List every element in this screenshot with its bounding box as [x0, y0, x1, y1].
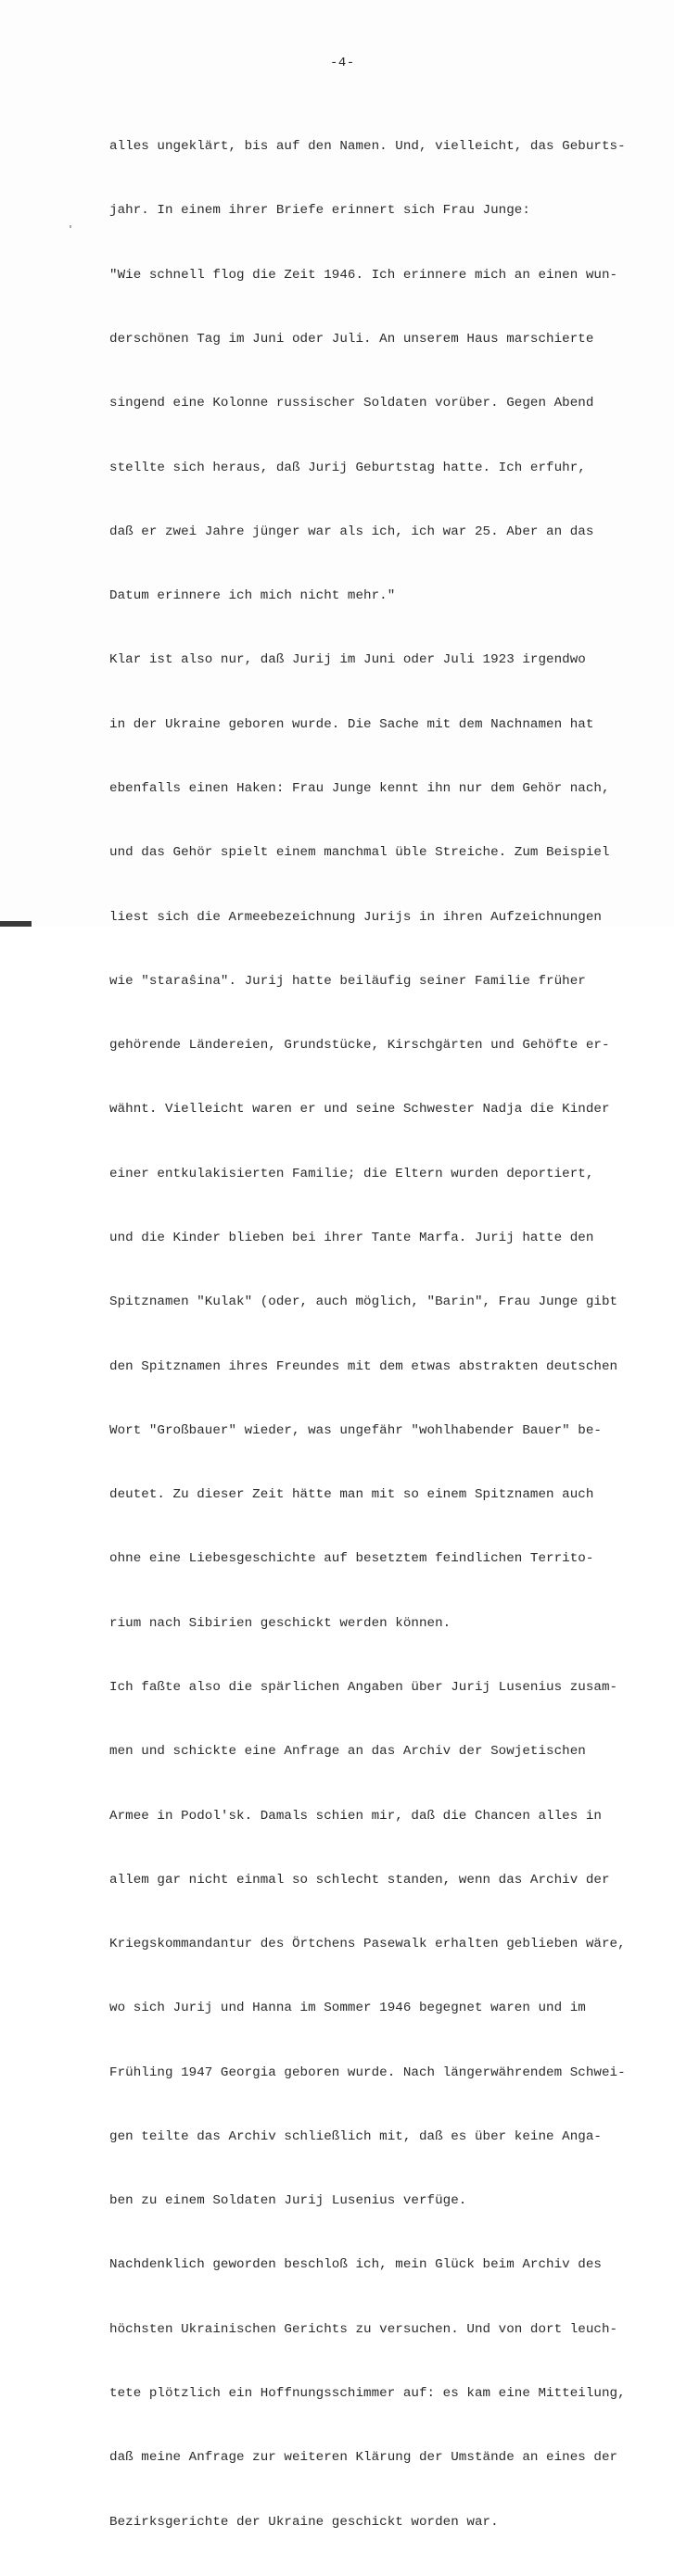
text-line: und das Gehör spielt einem manchmal üble Streiche. Zum Beispiel	[109, 845, 610, 861]
text-line: stellte sich heraus, daß Jurij Geburtstag hatte. Ich erfuhr,	[109, 460, 586, 475]
text-line: wie "staraŝina". Jurij hatte beiläufig seiner Familie früher	[109, 973, 586, 989]
text-line: Nachdenklich geworden beschloß ich, mein Glück beim Archiv des	[109, 2257, 602, 2273]
text-line: höchsten Ukrainischen Gerichts zu versuchen. Und von dort leuch-	[109, 2321, 618, 2337]
text-line: jahr. In einem ihrer Briefe erinnert sich Frau Junge:	[109, 203, 530, 219]
text-line: Datum erinnere ich mich nicht mehr."	[109, 588, 396, 604]
text-line: liest sich die Armeebezeichnung Jurijs in ihren Aufzeichnungen	[109, 909, 602, 925]
text-line: Ich faßte also die spärlichen Angaben über Jurij Lusenius zusam-	[109, 1679, 618, 1695]
text-line: ebenfalls einen Haken: Frau Junge kennt ihn nur dem Gehör nach,	[109, 781, 610, 796]
text-line: men und schickte eine Anfrage an das Archiv der Sowjetischen	[109, 1744, 586, 1760]
body-text	[109, 94, 629, 2576]
text-line: daß meine Anfrage zur weiteren Klärung der Umstände an eines der	[109, 2450, 618, 2466]
scan-edge-mark	[0, 921, 32, 927]
text-line: Wort "Großbauer" wieder, was ungefähr "wohlhabender Bauer" be-	[109, 1422, 602, 1438]
text-line: den Spitznamen ihres Freundes mit dem etwas abstrakten deutschen	[109, 1358, 618, 1374]
text-line: in der Ukraine geboren wurde. Die Sache mit dem Nachnamen hat	[109, 716, 594, 732]
text-line: einer entkulakisierten Familie; die Eltern wurden deportiert,	[109, 1166, 594, 1181]
text-line: gehörende Ländereien, Grundstücke, Kirschgärten und Gehöfte er-	[109, 1038, 610, 1054]
text-line: alles ungeklärt, bis auf den Namen. Und, vielleicht, das Geburts-	[109, 139, 626, 155]
text-line: daß er zwei Jahre jünger war als ich, ich war 25. Aber an das	[109, 524, 594, 539]
text-line: ben zu einem Soldaten Jurij Lusenius verfüge.	[109, 2193, 467, 2209]
text-line: gen teilte das Archiv schließlich mit, daß es über keine Anga-	[109, 2128, 602, 2144]
text-line: derschönen Tag im Juni oder Juli. An unserem Haus marschierte	[109, 332, 594, 347]
text-line: und die Kinder blieben bei ihrer Tante Marfa. Jurij hatte den	[109, 1230, 594, 1245]
text-line: "Wie schnell flog die Zeit 1946. Ich erinnere mich an einen wun-	[109, 267, 618, 283]
text-line: wo sich Jurij und Hanna im Sommer 1946 begegnet waren und im	[109, 2001, 586, 2016]
text-line: tete plötzlich ein Hoffnungsschimmer auf: es kam eine Mitteilung,	[109, 2386, 626, 2402]
text-line: rium nach Sibirien geschickt werden können.	[109, 1615, 451, 1631]
page-number: -4-	[330, 56, 355, 70]
text-line: Armee in Podol'sk. Damals schien mir, daß die Chancen alles in	[109, 1808, 602, 1824]
text-line: Frühling 1947 Georgia geboren wurde. Nach längerwährendem Schwei-	[109, 2065, 626, 2080]
text-line: deutet. Zu dieser Zeit hätte man mit so einem Spitznamen auch	[109, 1487, 594, 1503]
text-line: ohne eine Liebesgeschichte auf besetztem feindlichen Territo-	[109, 1551, 594, 1567]
text-line: Klar ist also nur, daß Jurij im Juni oder Juli 1923 irgendwo	[109, 652, 586, 668]
text-line: Kriegskommandantur des Örtchens Pasewalk erhalten geblieben wäre,	[109, 1937, 626, 1952]
text-line: Bezirksgerichte der Ukraine geschickt worden war.	[109, 2514, 499, 2530]
text-line: allem gar nicht einmal so schlecht standen, wenn das Archiv der	[109, 1872, 610, 1888]
text-line: wähnt. Vielleicht waren er und seine Schwester Nadja die Kinder	[109, 1102, 610, 1118]
text-line: Spitznamen "Kulak" (oder, auch möglich, "Barin", Frau Junge gibt	[109, 1294, 618, 1310]
scan-speck	[70, 225, 71, 228]
text-line: singend eine Kolonne russischer Soldaten vorüber. Gegen Abend	[109, 396, 594, 411]
